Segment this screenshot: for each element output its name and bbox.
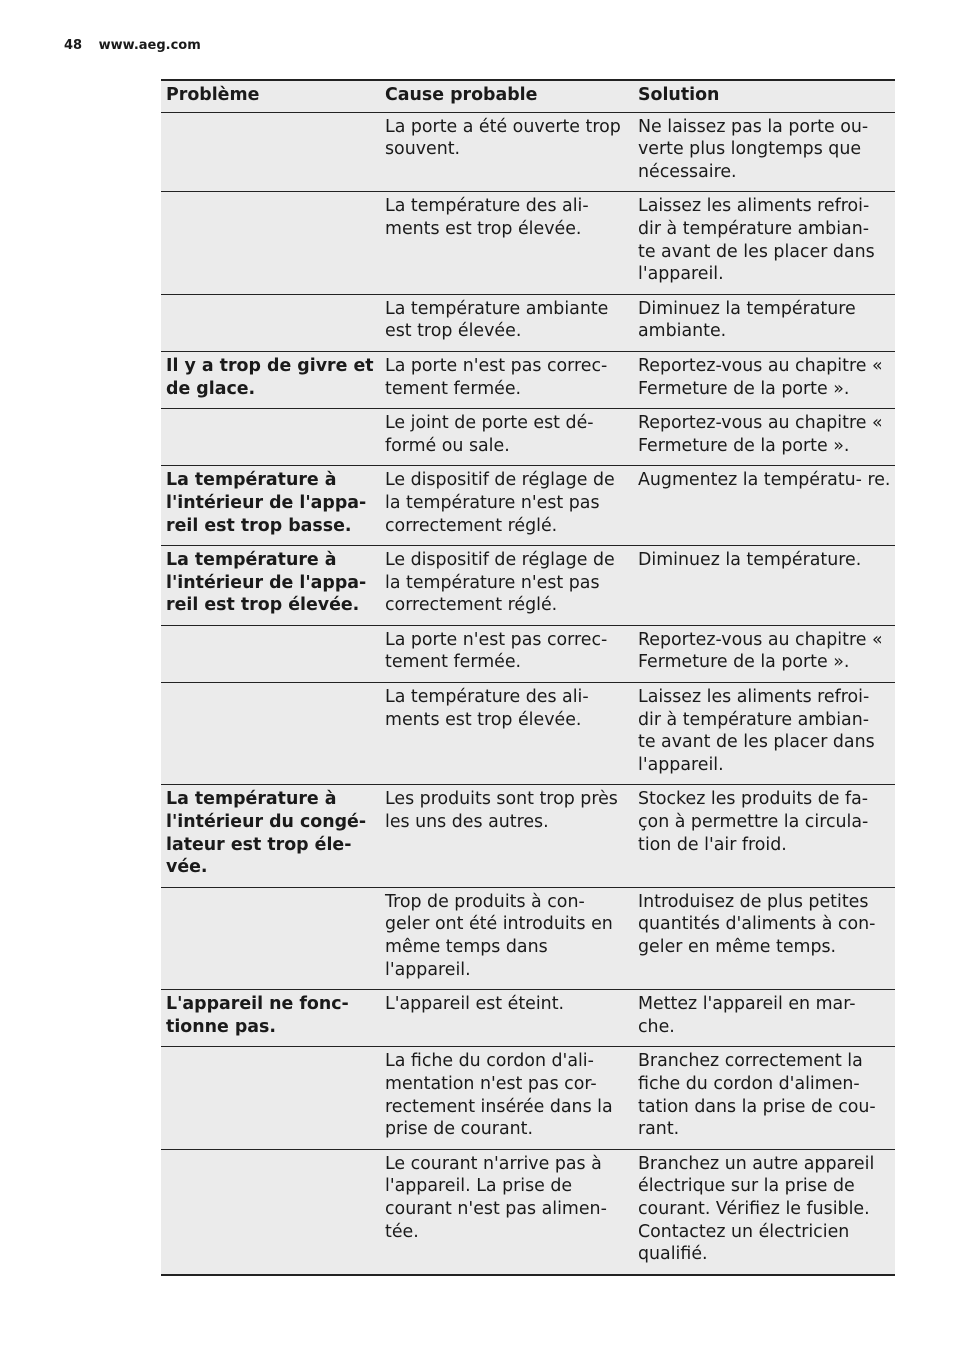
solution-cell xyxy=(633,990,895,1047)
problem-cell xyxy=(161,887,380,989)
solution-cell xyxy=(633,1149,895,1274)
cause-cell xyxy=(380,887,633,989)
cause-cell xyxy=(380,351,633,408)
table-row xyxy=(161,466,895,546)
cause-cell-text: La fiche du cordon d'ali- mentation n'est pas cor- rectement insérée dans la prise de courant. xyxy=(385,1051,613,1140)
solution-cell-text: Laissez les aliments refroi- dir à température ambian- te avant de les placer dans l'appareil. xyxy=(638,196,875,285)
solution-cell-text: Diminuez la température ambiante. xyxy=(638,298,856,342)
page-number: 48 xyxy=(64,38,83,53)
table-row xyxy=(161,351,895,408)
solution-cell xyxy=(633,546,895,626)
solution-cell-text: Ne laissez pas la porte ou- verte plus longtemps que nécessaire. xyxy=(638,116,869,182)
cause-cell-text: La température ambiante est trop élevée. xyxy=(385,298,609,342)
solution-cell-text: Reportez-vous au chapitre « Fermeture de la porte ». xyxy=(638,413,883,456)
cause-cell-text: La température des ali- ments est trop élevée. xyxy=(385,687,589,730)
cause-cell-text: La porte n'est pas correc- tement fermée. xyxy=(385,629,608,673)
solution-cell-text: Reportez-vous au chapitre « Fermeture de la porte ». xyxy=(638,629,883,673)
problem-cell xyxy=(161,294,380,351)
problem-cell-text: L'appareil ne fonc- tionne pas. xyxy=(166,994,349,1037)
column-header-solution: Solution xyxy=(633,80,895,112)
table-row xyxy=(161,409,895,466)
site-url: www.aeg.com xyxy=(98,38,201,53)
solution-cell-text: Branchez un autre appareil électrique sur la prise de courant. Vérifiez le fusible. Contactez un électricien qualifié. xyxy=(638,1153,875,1265)
cause-cell-text: Les produits sont trop près les uns des autres. xyxy=(385,789,618,833)
cause-cell xyxy=(380,785,633,887)
table-row xyxy=(161,112,895,192)
cause-cell-text: La porte a été ouverte trop souvent. xyxy=(385,116,621,160)
solution-cell xyxy=(633,887,895,989)
problem-cell xyxy=(161,1149,380,1274)
solution-cell-text: Introduisez de plus petites quantités d'aliments à con- geler en même temps. xyxy=(638,891,876,957)
solution-cell xyxy=(633,466,895,546)
table-row xyxy=(161,990,895,1047)
solution-cell xyxy=(633,112,895,192)
solution-cell xyxy=(633,294,895,351)
cause-cell xyxy=(380,1149,633,1274)
cause-cell-text: Le dispositif de réglage de la température n'est pas correctement réglé. xyxy=(385,470,615,536)
problem-cell xyxy=(161,785,380,887)
table-row xyxy=(161,1149,895,1274)
solution-cell xyxy=(633,351,895,408)
table-row xyxy=(161,683,895,785)
page-header xyxy=(64,38,201,53)
cause-cell-text: Le joint de porte est dé- formé ou sale. xyxy=(385,413,594,456)
problem-cell xyxy=(161,351,380,408)
problem-cell xyxy=(161,1047,380,1149)
problem-cell-text: La température à l'intérieur de l'appa- reil est trop élevée. xyxy=(166,550,367,616)
problem-cell xyxy=(161,112,380,192)
solution-cell-text: Stockez les produits de fa- çon à permettre la circula- tion de l'air froid. xyxy=(638,789,869,855)
column-header-cause: Cause probable xyxy=(380,80,633,112)
problem-cell xyxy=(161,466,380,546)
solution-cell-text: Reportez-vous au chapitre « Fermeture de la porte ». xyxy=(638,355,883,399)
solution-cell xyxy=(633,683,895,785)
solution-cell-text: Branchez correctement la fiche du cordon d'alimen- tation dans la prise de cou- rant. xyxy=(638,1051,876,1140)
table-header-row xyxy=(161,80,895,112)
troubleshooting-table xyxy=(161,79,895,1276)
cause-cell xyxy=(380,625,633,682)
column-header-problem: Problème xyxy=(161,80,380,112)
cause-cell xyxy=(380,466,633,546)
problem-cell xyxy=(161,192,380,294)
solution-cell xyxy=(633,785,895,887)
solution-cell-text: Diminuez la température. xyxy=(638,550,862,571)
cause-cell xyxy=(380,546,633,626)
cause-cell xyxy=(380,683,633,785)
cause-cell xyxy=(380,1047,633,1149)
cause-cell xyxy=(380,192,633,294)
problem-cell xyxy=(161,990,380,1047)
cause-cell xyxy=(380,409,633,466)
cause-cell-text: L'appareil est éteint. xyxy=(385,994,565,1015)
cause-cell-text: Trop de produits à con- geler ont été introduits en même temps dans l'appareil. xyxy=(385,891,613,980)
table-row xyxy=(161,1047,895,1149)
cause-cell xyxy=(380,294,633,351)
problem-cell xyxy=(161,683,380,785)
solution-cell-text: Augmentez la températu- re. xyxy=(638,470,891,491)
cause-cell-text: La température des ali- ments est trop élevée. xyxy=(385,196,589,239)
cause-cell xyxy=(380,990,633,1047)
problem-cell xyxy=(161,546,380,626)
solution-cell xyxy=(633,625,895,682)
cause-cell-text: La porte n'est pas correc- tement fermée. xyxy=(385,355,608,399)
solution-cell xyxy=(633,192,895,294)
table-row xyxy=(161,887,895,989)
table-row xyxy=(161,294,895,351)
table-body xyxy=(161,112,895,1275)
solution-cell xyxy=(633,409,895,466)
table-row xyxy=(161,192,895,294)
problem-cell xyxy=(161,625,380,682)
problem-cell-text: La température à l'intérieur de l'appa- reil est trop basse. xyxy=(166,470,367,536)
cause-cell-text: Le dispositif de réglage de la température n'est pas correctement réglé. xyxy=(385,550,615,616)
problem-cell xyxy=(161,409,380,466)
table-row xyxy=(161,546,895,626)
solution-cell-text: Laissez les aliments refroi- dir à température ambian- te avant de les placer dans l'appareil. xyxy=(638,687,875,775)
solution-cell xyxy=(633,1047,895,1149)
problem-cell-text: La température à l'intérieur du congé- lateur est trop éle- vée. xyxy=(166,789,367,878)
problem-cell-text: Il y a trop de givre et de glace. xyxy=(166,355,374,399)
table-row xyxy=(161,785,895,887)
cause-cell-text: Le courant n'arrive pas à l'appareil. La prise de courant n'est pas alimen- tée. xyxy=(385,1153,607,1242)
table-row xyxy=(161,625,895,682)
cause-cell xyxy=(380,112,633,192)
solution-cell-text: Mettez l'appareil en mar- che. xyxy=(638,994,856,1037)
